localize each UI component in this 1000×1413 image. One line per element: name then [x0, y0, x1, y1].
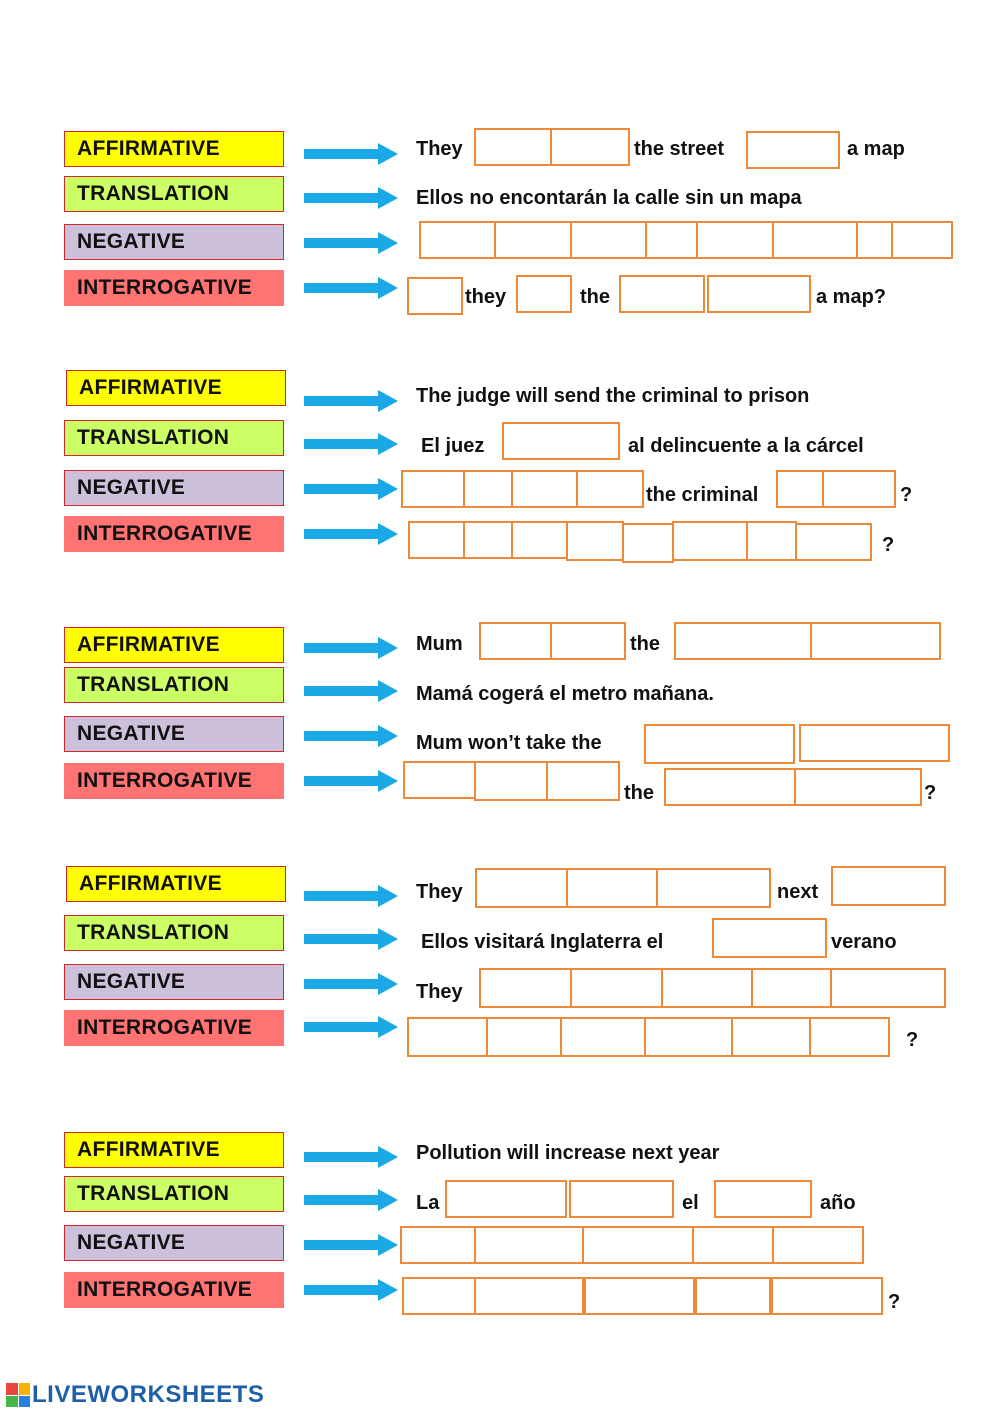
label-interrogative: INTERROGATIVE	[64, 1272, 284, 1308]
sentence-text: the	[580, 286, 610, 308]
label-affirmative: AFFIRMATIVE	[66, 866, 286, 902]
label-negative: NEGATIVE	[64, 224, 284, 260]
sentence-text: Pollution will increase next year	[416, 1142, 720, 1164]
answer-box[interactable]	[474, 1277, 584, 1315]
answer-box[interactable]	[810, 622, 941, 660]
liveworksheets-logo-icon	[6, 1383, 30, 1407]
answer-box[interactable]	[794, 768, 922, 806]
arrow-right-icon	[304, 523, 398, 545]
answer-box[interactable]	[511, 521, 568, 559]
answer-box[interactable]	[746, 131, 840, 169]
label-translation: TRANSLATION	[64, 915, 284, 951]
answer-box[interactable]	[856, 221, 893, 259]
answer-box[interactable]	[584, 1277, 695, 1315]
arrow-right-icon	[304, 478, 398, 500]
label-negative: NEGATIVE	[64, 716, 284, 752]
label-translation: TRANSLATION	[64, 667, 284, 703]
answer-box[interactable]	[831, 866, 946, 906]
answer-box[interactable]	[645, 221, 698, 259]
arrow-right-icon	[304, 725, 398, 747]
answer-box[interactable]	[560, 1017, 646, 1057]
answer-box[interactable]	[695, 1277, 771, 1315]
answer-box[interactable]	[463, 521, 513, 559]
answer-box[interactable]	[822, 470, 896, 508]
answer-box[interactable]	[696, 221, 774, 259]
answer-box[interactable]	[463, 470, 513, 508]
sentence-text: the	[624, 782, 654, 804]
arrow-right-icon	[304, 680, 398, 702]
arrow-right-icon	[304, 1146, 398, 1168]
question-mark: ?	[900, 484, 913, 506]
answer-box[interactable]	[661, 968, 753, 1008]
arrow-right-icon	[304, 1189, 398, 1211]
sentence-text: al delincuente a la cárcel	[628, 435, 864, 457]
answer-box[interactable]	[714, 1180, 812, 1218]
answer-box[interactable]	[570, 221, 647, 259]
arrow-right-icon	[304, 885, 398, 907]
sentence-text: they	[465, 286, 507, 308]
answer-box[interactable]	[576, 470, 644, 508]
sentence-text: They	[416, 881, 463, 903]
arrow-right-icon	[304, 973, 398, 995]
answer-box[interactable]	[419, 221, 496, 259]
label-translation: TRANSLATION	[64, 420, 284, 456]
sentence-text: año	[820, 1192, 856, 1214]
answer-box[interactable]	[751, 968, 832, 1008]
answer-box[interactable]	[445, 1180, 567, 1218]
answer-box[interactable]	[570, 968, 663, 1008]
answer-box[interactable]	[692, 1226, 774, 1264]
answer-box[interactable]	[656, 868, 771, 908]
answer-box[interactable]	[494, 221, 572, 259]
sentence-text: verano	[831, 931, 897, 953]
answer-box[interactable]	[712, 918, 827, 958]
answer-box[interactable]	[479, 622, 552, 660]
answer-box[interactable]	[582, 1226, 694, 1264]
answer-box[interactable]	[569, 1180, 674, 1218]
label-interrogative: INTERROGATIVE	[64, 516, 284, 552]
arrow-right-icon	[304, 232, 398, 254]
answer-box[interactable]	[479, 968, 572, 1008]
label-translation: TRANSLATION	[64, 176, 284, 212]
question-mark: ?	[888, 1291, 901, 1313]
brand-name: LIVEWORKSHEETS	[32, 1381, 265, 1408]
question-mark: ?	[906, 1029, 919, 1051]
answer-box[interactable]	[407, 1017, 488, 1057]
label-affirmative: AFFIRMATIVE	[64, 627, 284, 663]
answer-box[interactable]	[772, 221, 858, 259]
answer-box[interactable]	[502, 422, 620, 460]
sentence-text: Mamá cogerá el metro mañana.	[416, 683, 714, 705]
label-negative: NEGATIVE	[64, 964, 284, 1000]
sentence-text: La	[416, 1192, 440, 1214]
answer-box[interactable]	[407, 277, 463, 315]
sentence-text: The judge will send the criminal to prison	[416, 385, 810, 407]
answer-box[interactable]	[474, 761, 548, 801]
sentence-text: a map?	[816, 286, 887, 308]
label-affirmative: AFFIRMATIVE	[66, 370, 286, 406]
arrow-right-icon	[304, 277, 398, 299]
answer-box[interactable]	[644, 1017, 733, 1057]
answer-box[interactable]	[403, 761, 476, 799]
answer-box[interactable]	[707, 275, 811, 313]
sentence-text: Mum won’t take the	[416, 732, 602, 754]
answer-box[interactable]	[474, 1226, 584, 1264]
arrow-right-icon	[304, 1016, 398, 1038]
answer-box[interactable]	[809, 1017, 890, 1057]
answer-box[interactable]	[644, 724, 795, 764]
answer-box[interactable]	[566, 521, 624, 561]
answer-box[interactable]	[475, 868, 568, 908]
arrow-right-icon	[304, 770, 398, 792]
arrow-right-icon	[304, 1279, 398, 1301]
sentence-text: They	[416, 138, 463, 160]
sentence-text: el	[682, 1192, 699, 1214]
answer-box[interactable]	[402, 1277, 476, 1315]
sentence-text: the street	[634, 138, 725, 160]
answer-box[interactable]	[746, 521, 797, 561]
answer-box[interactable]	[550, 622, 626, 660]
answer-box[interactable]	[619, 275, 705, 313]
liveworksheets-logo[interactable]	[6, 1380, 264, 1410]
arrow-right-icon	[304, 1234, 398, 1256]
label-interrogative: INTERROGATIVE	[64, 270, 284, 306]
sentence-text: a map	[847, 138, 905, 160]
answer-box[interactable]	[771, 1277, 883, 1315]
sentence-text: They	[416, 981, 463, 1003]
answer-box[interactable]	[776, 470, 824, 508]
sentence-text: El juez	[421, 435, 485, 457]
arrow-right-icon	[304, 390, 398, 412]
answer-box[interactable]	[674, 622, 812, 660]
label-negative: NEGATIVE	[64, 1225, 284, 1261]
answer-box[interactable]	[795, 523, 872, 561]
sentence-text: Ellos no encontarán la calle sin un mapa	[416, 187, 802, 209]
label-affirmative: AFFIRMATIVE	[64, 131, 284, 167]
arrow-right-icon	[304, 928, 398, 950]
label-interrogative: INTERROGATIVE	[64, 1010, 284, 1046]
sentence-text: the criminal	[646, 484, 759, 506]
answer-box[interactable]	[664, 768, 796, 806]
answer-box[interactable]	[772, 1226, 864, 1264]
sentence-text: next	[777, 881, 819, 903]
answer-box[interactable]	[731, 1017, 811, 1057]
answer-box[interactable]	[516, 275, 572, 313]
answer-box[interactable]	[401, 470, 465, 508]
answer-box[interactable]	[486, 1017, 562, 1057]
sentence-text: Ellos visitará Inglaterra el	[421, 931, 664, 953]
answer-box[interactable]	[408, 521, 465, 559]
arrow-right-icon	[304, 637, 398, 659]
answer-box[interactable]	[672, 521, 748, 561]
answer-box[interactable]	[830, 968, 946, 1008]
question-mark: ?	[924, 782, 937, 804]
answer-box[interactable]	[474, 128, 552, 166]
arrow-right-icon	[304, 433, 398, 455]
answer-box[interactable]	[546, 761, 620, 801]
label-translation: TRANSLATION	[64, 1176, 284, 1212]
question-mark: ?	[882, 534, 895, 556]
label-interrogative: INTERROGATIVE	[64, 763, 284, 799]
answer-box[interactable]	[550, 128, 630, 166]
sentence-text: Mum	[416, 633, 463, 655]
answer-box[interactable]	[566, 868, 658, 908]
label-affirmative: AFFIRMATIVE	[64, 1132, 284, 1168]
arrow-right-icon	[304, 187, 398, 209]
answer-box[interactable]	[400, 1226, 476, 1264]
answer-box[interactable]	[511, 470, 578, 508]
sentence-text: the	[630, 633, 660, 655]
answer-box[interactable]	[622, 523, 674, 563]
answer-box[interactable]	[891, 221, 953, 259]
arrow-right-icon	[304, 143, 398, 165]
label-negative: NEGATIVE	[64, 470, 284, 506]
answer-box[interactable]	[799, 724, 950, 762]
